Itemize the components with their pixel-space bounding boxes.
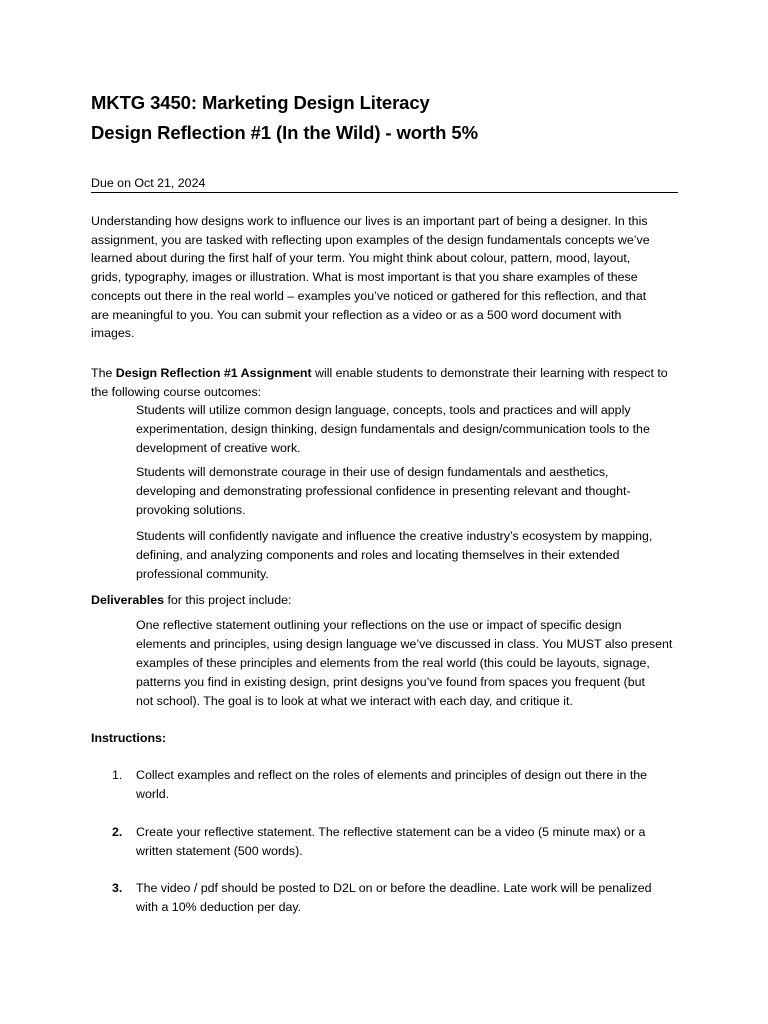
step-text [136, 823, 681, 861]
outcome-line: development of creative work. [136, 441, 301, 455]
outcome-item [136, 527, 681, 584]
outcome-item [136, 463, 681, 520]
outcome-line: defining, and analyzing components and roles and locating themselves in their extended [136, 548, 620, 562]
step-text [136, 879, 681, 917]
due-date: Due on Oct 21, 2024 [91, 176, 206, 190]
deliverable-line: not school). The goal is to look at what we interact with each day, and critique it. [136, 694, 573, 708]
course-title: MKTG 3450: Marketing Design Literacy [91, 92, 430, 113]
deliverable-line: elements and principles, using design language we’ve discussed in class. You MUST also present [136, 637, 673, 651]
deliverable-line: One reflective statement outlining your reflections on the use or impact of specific design [136, 618, 622, 632]
outcome-line: Students will confidently navigate and influence the creative industry’s ecosystem by mapping, [136, 529, 653, 543]
deliverable-line: examples of these principles and elements from the real world (this could be layouts, signage, [136, 656, 650, 670]
step-line: The video / pdf should be posted to D2L on or before the deadline. Late work will be penalized [136, 881, 652, 895]
intro-line: are meaningful to you. You can submit your reflection as a video or as a 500 word document with [91, 307, 622, 322]
step-line: with a 10% deduction per day. [136, 900, 302, 914]
assignment-name: Design Reflection #1 Assignment [115, 366, 312, 380]
outcome-line: developing and demonstrating professional confidence in presenting relevant and thought- [136, 484, 631, 498]
assignment-intro-suffix: will enable students to demonstrate their learning with respect to [311, 366, 668, 380]
deliverables-suffix: for this project include: [164, 593, 292, 607]
header-divider [91, 192, 678, 193]
step-number: 1. [112, 768, 123, 782]
assignment-title: Design Reflection #1 (In the Wild) - worth 5% [91, 122, 478, 143]
step-number: 3. [112, 881, 123, 895]
instructions-heading: Instructions: [91, 731, 167, 745]
assignment-outcomes-intro [91, 364, 679, 401]
step-line: written statement (500 words). [136, 844, 303, 858]
assignment-intro-line2: the following course outcomes: [91, 384, 262, 399]
assignment-intro-prefix: The [91, 366, 116, 380]
outcome-line: Students will demonstrate courage in their use of design fundamentals and aesthetics, [136, 465, 609, 479]
outcome-line: professional community. [136, 567, 269, 581]
deliverables-label: Deliverables [91, 593, 165, 607]
intro-line: images. [91, 326, 135, 341]
step-line: Collect examples and reflect on the roles of elements and principles of design out there in the [136, 768, 648, 782]
step-text [136, 766, 681, 804]
outcome-line: experimentation, design thinking, design fundamentals and design/communication tools to the [136, 422, 650, 436]
intro-line: assignment, you are tasked with reflecting upon examples of the design fundamentals concepts we’ve [91, 232, 650, 247]
outcome-line: Students will utilize common design language, concepts, tools and practices and will apply [136, 403, 631, 417]
intro-line: learned about during the first half of your term. You might think about colour, pattern, mood, layout, [91, 251, 631, 266]
intro-line: Understanding how designs work to influence our lives is an important part of being a designer. In this [91, 214, 648, 228]
deliverables-description [136, 616, 681, 711]
assignment-intro-line [91, 364, 679, 383]
step-line: Create your reflective statement. The reflective statement can be a video (5 minute max) or a [136, 825, 646, 839]
deliverable-line: patterns you find in existing design, print designs you’ve found from spaces you frequent (but [136, 675, 646, 689]
intro-line: grids, typography, images or illustration. What is most important is that you share examples of these [91, 270, 638, 285]
deliverables-heading [91, 591, 679, 610]
intro-line: concepts out there in the real world – examples you’ve noticed or gathered for this reflection, and that [91, 288, 647, 303]
intro-paragraph [91, 212, 679, 343]
deliverables-line [91, 591, 679, 610]
outcome-item [136, 401, 681, 458]
step-number: 2. [112, 825, 123, 839]
step-line: world. [136, 787, 170, 801]
outcome-line: provoking solutions. [136, 503, 246, 517]
